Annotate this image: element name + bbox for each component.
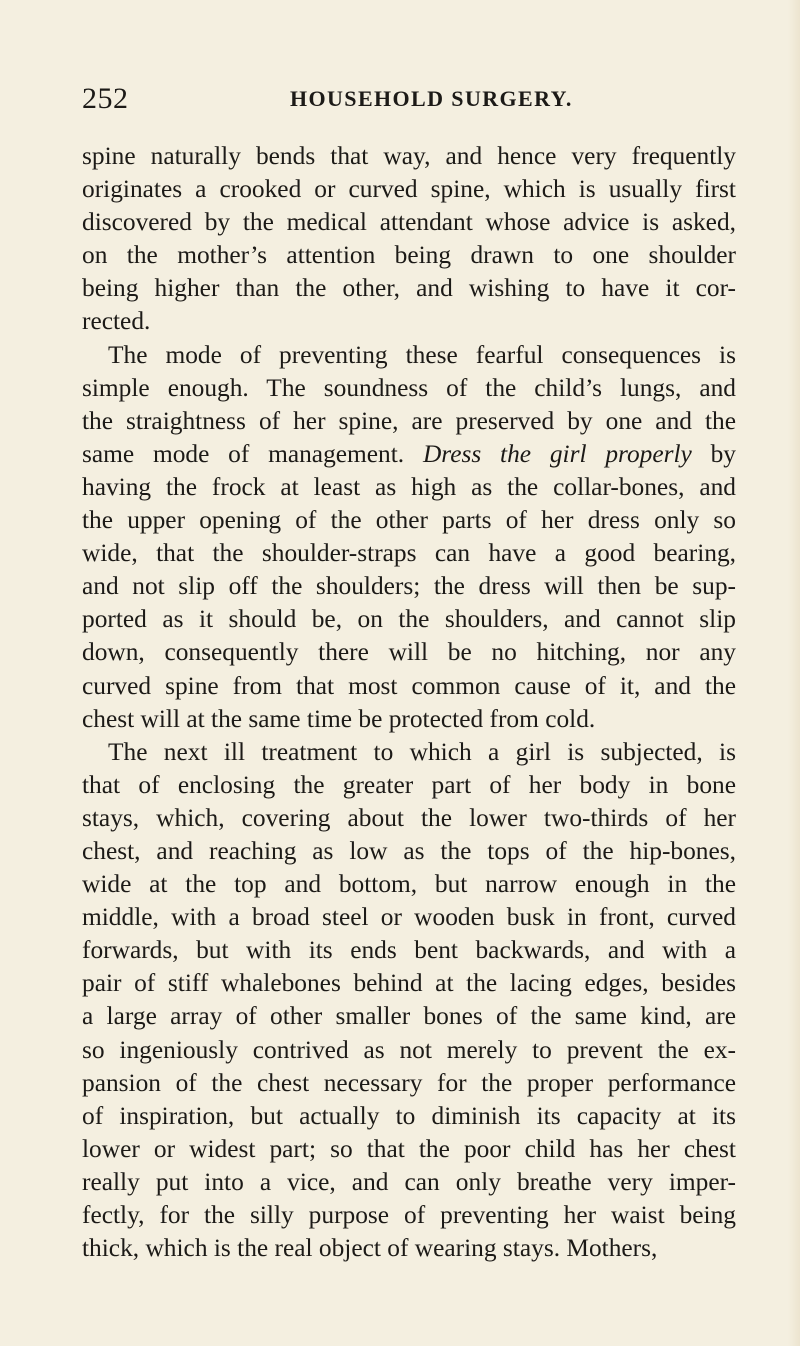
- text-line: the straightness of her spine, are preserved by one and the: [82, 406, 736, 435]
- page-edge: [788, 0, 800, 1346]
- text-line: thick, which is the real object of wearing stays. Mothers,: [82, 1234, 658, 1263]
- text-line: pair of stiff whalebones behind at the lacing edges, besides: [82, 969, 736, 998]
- text-line: lower or widest part; so that the poor child has her chest: [82, 1134, 736, 1163]
- text-line: and not slip off the shoulders; the dress will then be sup-: [82, 572, 736, 601]
- text-line: wide, that the shoulder-straps can have a good bearing,: [82, 539, 736, 568]
- text-line: chest, and reaching as low as the tops of the hip-bones,: [82, 836, 736, 865]
- text-line-mixed: [82, 438, 736, 471]
- text-line: spine naturally bends that way, and hence very frequently: [82, 142, 736, 170]
- text-line: discovered by the medical attendant whose advice is asked,: [82, 208, 736, 237]
- text-line: The next ill treatment to which a girl is subjected, is: [108, 737, 736, 766]
- text-line: middle, with a broad steel or wooden busk in front, curved: [82, 903, 736, 932]
- text-line: wide at the top and bottom, but narrow enough in the: [82, 870, 736, 899]
- text-line: really put into a vice, and can only breathe very imper-: [82, 1167, 736, 1196]
- text-line: down, consequently there will be no hitching, nor any: [82, 638, 736, 667]
- text-line: of inspiration, but actually to diminish its capacity at its: [82, 1101, 736, 1130]
- body-text: [82, 140, 736, 1265]
- running-title: HOUSEHOLD SURGERY.: [290, 86, 573, 111]
- text-line: chest will at the same time be protected from cold.: [82, 704, 596, 733]
- text-line: being higher than the other, and wishing to have it cor-: [82, 274, 736, 303]
- text-line: originates a crooked or curved spine, which is usually first: [82, 175, 736, 204]
- text-line: pansion of the chest necessary for the proper performance: [82, 1068, 736, 1097]
- text-line: the upper opening of the other parts of her dress only so: [82, 506, 736, 535]
- text-line: stays, which, covering about the lower two-thirds of her: [82, 803, 736, 832]
- text-line: curved spine from that most common cause of it, and the: [82, 671, 736, 700]
- text-line: fectly, for the silly purpose of preventing her waist being: [82, 1201, 736, 1229]
- text-line: that of enclosing the greater part of her body in bone: [82, 770, 736, 799]
- text-line: a large array of other smaller bones of the same kind, are: [82, 1002, 736, 1031]
- italic-emphasis: Dress the girl properly: [422, 439, 692, 468]
- text-line: The mode of preventing these fearful consequences is: [108, 340, 736, 369]
- text-run: by: [710, 439, 736, 468]
- text-line: rected.: [82, 307, 151, 336]
- page-number: 252: [82, 82, 129, 115]
- text-line: having the frock at least as high as the collar-bones, and: [82, 472, 736, 501]
- text-line: forwards, but with its ends bent backwards, and with a: [82, 936, 736, 965]
- text-line: ported as it should be, on the shoulders, and cannot slip: [82, 605, 736, 634]
- text-line: on the mother’s attention being drawn to one shoulder: [82, 241, 736, 270]
- running-head: [82, 82, 732, 122]
- text-line: so ingeniously contrived as not merely to prevent the ex-: [82, 1035, 736, 1064]
- text-run: same mode of management.: [82, 439, 405, 468]
- text-line: simple enough. The soundness of the child’s lungs, and: [82, 373, 736, 402]
